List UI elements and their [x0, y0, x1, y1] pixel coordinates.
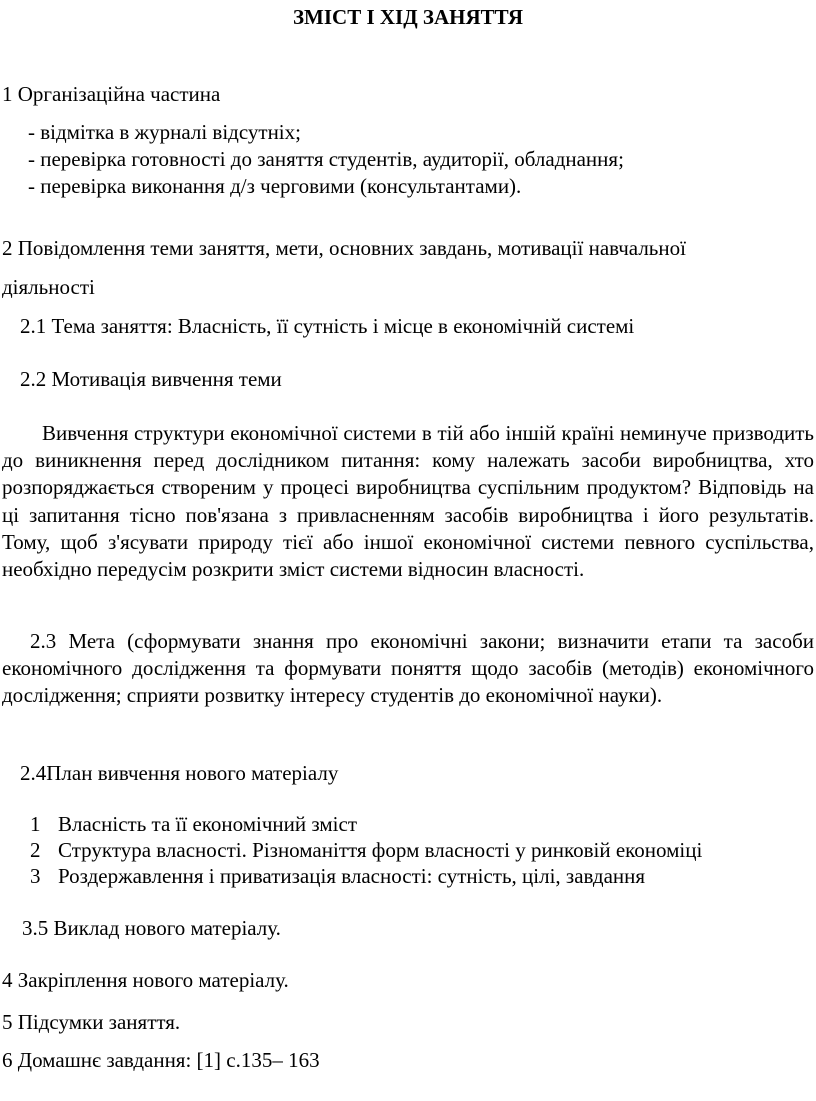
section-title: План вивчення нового матеріалу [46, 761, 339, 785]
list-item: - відмітка в журналі відсутніх; [28, 120, 301, 144]
section-6: 6 Домашнє завдання: [1] с.135– 163 [2, 1048, 320, 1072]
section-number: 2.4 [20, 761, 47, 785]
plan-item [30, 837, 702, 863]
list-item: - перевірка готовності до заняття студентів, аудиторії, обладнання; [28, 147, 624, 171]
plan-item-text: Власність та її економічний зміст [58, 812, 358, 836]
section-2-heading-line2: діяльності [2, 275, 95, 299]
section-2-2-heading: 2.2 Мотивація вивчення теми [20, 367, 282, 391]
plan-item-number: 1 [30, 812, 41, 836]
section-4: 4 Закріплення нового матеріалу. [2, 968, 289, 992]
section-2-1: 2.1 Тема заняття: Власність, її сутність і місце в економічній системі [20, 314, 635, 338]
plan-item-number: 2 [30, 838, 41, 862]
plan-item-text: Роздержавлення і приватизація власності: сутність, цілі, завдання [58, 864, 646, 888]
plan-item [30, 811, 357, 837]
section-5: 5 Підсумки заняття. [2, 1010, 181, 1034]
section-3-5: 3.5 Виклад нового матеріалу. [22, 916, 281, 940]
motivation-paragraph: Вивчення структури економічної системи в тій або іншій країні неминуче призводить до виникнення перед дослідником питання: кому належать засоби виробництва, хто розпоряджається створеним у процесі виробництва суспільним продуктом? Відповідь на ці запитання тісно пов'язана з привласненням засобів виробництва і його результатів. Тому, щоб з'ясувати природу тієї або іншої економічної системи певного суспільства, необхідно передусім розкрити зміст системи відносин власності. [2, 421, 814, 582]
plan-item-number: 3 [30, 864, 41, 888]
plan-item-text: Структура власності. Різноманіття форм власності у ринковій економіці [58, 838, 703, 862]
section-2-4-heading [20, 760, 338, 786]
section-2-heading-line1: 2 Повідомлення теми заняття, мети, основних завдань, мотивації навчальної [2, 236, 686, 260]
section-1-heading: 1 Організаційна частина [2, 82, 221, 106]
list-item: - перевірка виконання д/з черговими (консультантами). [28, 174, 522, 198]
goal-paragraph: 2.3 Мета (сформувати знання про економічні закони; визначити етапи та засоби економічного дослідження та формувати поняття щодо засобів (методів) економічного дослідження; сприяти розвитку інтересу студентів до економічної науки). [2, 629, 814, 708]
plan-item [30, 863, 645, 889]
page-title: ЗМІСТ І ХІД ЗАНЯТТЯ [292, 5, 524, 29]
